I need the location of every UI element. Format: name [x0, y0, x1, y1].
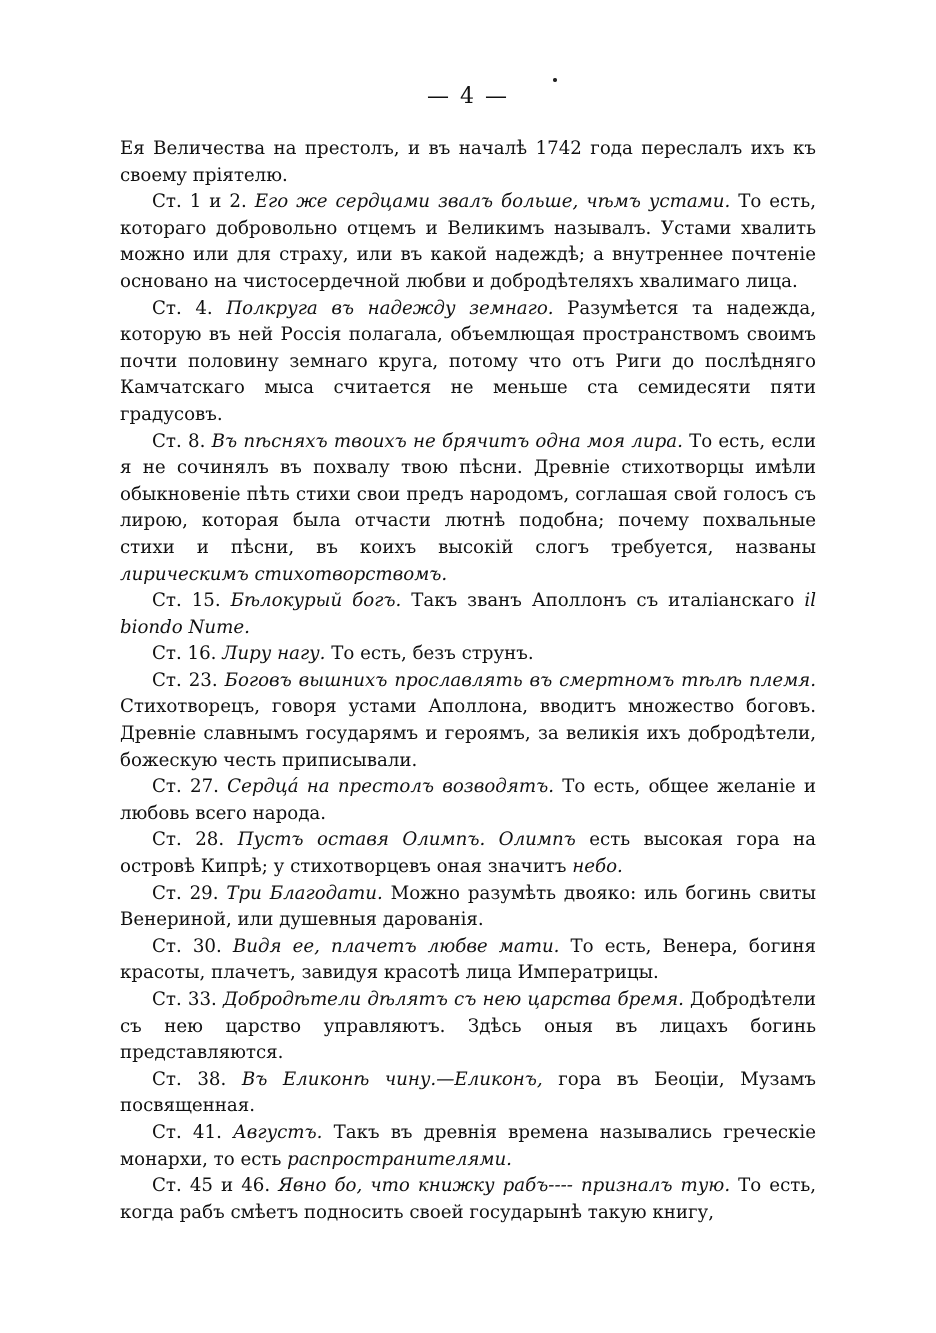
italic-run: распространителями.	[287, 1148, 512, 1170]
italic-run: Бѣлокурый богъ.	[230, 590, 402, 612]
text-run: Ст. 28.	[152, 829, 238, 851]
paragraph-p1	[120, 189, 816, 295]
italic-run: Явно бо, что книжку рабъ---- призналъ тую.	[278, 1175, 731, 1197]
body-text	[120, 136, 816, 1226]
text-run: Ст. 8.	[152, 430, 212, 452]
paragraph-p3	[120, 429, 816, 589]
italic-run: Полкруга въ надежду земнаго.	[226, 297, 554, 319]
paragraph-p6	[120, 668, 816, 774]
text-run: Ст. 1 и 2.	[152, 191, 255, 213]
italic-run: Его же сердцами звалъ больше, чѣмъ устами.	[254, 191, 731, 213]
italic-run: небо.	[572, 856, 623, 878]
text-run: То есть, когда рабъ смѣетъ подносить своей государынѣ такую книгу,	[120, 1175, 816, 1223]
italic-run: Боговъ вышнихъ прославлять въ смертномъ тѣлѣ племя.	[224, 669, 816, 691]
text-run: есть высокая гора на островѣ Кипрѣ; у стихотворцевъ оная значитъ	[120, 829, 816, 878]
text-run: Ст. 27.	[152, 776, 228, 798]
italic-run: лирическимъ стихотворствомъ.	[120, 563, 448, 585]
paragraph-p7	[120, 774, 816, 827]
text-run: гора въ Беоціи, Музамъ посвященная.	[120, 1068, 817, 1117]
text-run: Можно разумѣть двояко: иль богинь свиты Венериной, или душевныя дарованія.	[120, 882, 816, 931]
paragraph-p8	[120, 827, 816, 880]
italic-run: il biondo Nume.	[120, 590, 817, 638]
italic-run: Сердцá на престолъ возводятъ.	[227, 776, 554, 798]
ink-dot-mark	[553, 78, 557, 82]
paragraph-p14	[120, 1173, 816, 1226]
text-run: Разумѣется та надежда, которую въ ней Россія полагала, объемлющая пространствомъ своимъ почти половину земнаго круга, потому что отъ Риги до послѣдняго Камчатскаго мыса считается не меньше ста семидесяти пяти градусовъ.	[120, 297, 816, 425]
text-run: То есть, котораго добровольно отцемъ и Великимъ называлъ. Устами хвалить можно или для страху, или въ какой надеждѣ; а внутреннее почтеніе основано на чистосердечной любви и добродѣтеляхъ хвалимаго лица.	[120, 191, 816, 292]
text-run: Такъ званъ Аполлонъ съ италіанскаго	[401, 590, 805, 612]
text-run: Ст. 45 и 46.	[152, 1175, 279, 1197]
italic-run: Лиру нагу.	[222, 643, 326, 665]
text-run: Ст. 29.	[152, 882, 227, 904]
text-run: То есть, общее желаніе и любовь всего народа.	[120, 776, 816, 824]
text-run: Ст. 23.	[152, 669, 225, 691]
text-run: Такъ въ древнія времена назывались греческіе монархи, то есть	[120, 1121, 816, 1170]
text-run: Ст. 30.	[152, 935, 233, 957]
paragraph-p11	[120, 987, 816, 1067]
paragraph-p0	[120, 136, 816, 189]
paragraph-p10	[120, 934, 816, 987]
italic-run: Въ Еликонѣ чину.—Еликонъ,	[241, 1068, 543, 1090]
text-run: Ст. 4.	[152, 297, 227, 319]
text-run: Добродѣтели съ нею царство управляютъ. Здѣсь оныя въ лицахъ богинь представляются.	[120, 989, 817, 1064]
paragraph-p13	[120, 1120, 816, 1173]
paragraph-p5	[120, 641, 816, 668]
text-run: Стихотворецъ, говоря устами Аполлона, вводитъ множество боговъ. Древніе славнымъ государямъ и героямъ, за великія ихъ добродѣтели, божескую честь приписывали.	[120, 696, 816, 771]
text-run: Ст. 33.	[152, 989, 223, 1010]
page-number: — 4 —	[427, 84, 509, 109]
text-run: Ея Величества на престолъ, и въ началѣ 1742 года переслалъ ихъ къ своему пріятелю.	[120, 138, 816, 186]
paragraph-p2	[120, 296, 816, 429]
italic-run: Пустъ оставя Олимпъ. Олимпъ	[237, 829, 576, 851]
text-run: Ст. 38.	[152, 1068, 242, 1090]
italic-run: Августъ.	[233, 1121, 323, 1143]
paragraph-p4	[120, 588, 816, 641]
italic-run: Три Благодати.	[226, 882, 383, 904]
italic-run: Добродѣтели дѣлятъ съ нею царства бремя.	[222, 989, 684, 1010]
paragraph-p12	[120, 1067, 816, 1120]
text-run: То есть, безъ струнъ.	[325, 643, 534, 665]
paragraph-p9	[120, 881, 816, 934]
text-run: То есть, если я не сочинялъ въ похвалу твою пѣсни. Древніе стихотворцы имѣли обыкновеніе пѣть стихи свои предъ народомъ, соглашая свой голосъ съ лирою, которая была отчасти лютнѣ подобна; почему похвальные стихи и пѣсни, въ коихъ высокій слогъ требуется, названы	[120, 430, 816, 558]
text-run: То есть, Венера, богиня красоты, плачетъ, завидуя красотѣ лица Императрицы.	[120, 935, 816, 984]
italic-run: Видя ее, плачетъ любве мати.	[232, 935, 560, 957]
text-run: Ст. 16.	[152, 643, 223, 665]
italic-run: Въ пѣсняхъ твоихъ не брячитъ одна моя лира.	[211, 430, 683, 452]
text-run: Ст. 15.	[152, 590, 231, 612]
text-run: Ст. 41.	[152, 1121, 234, 1143]
